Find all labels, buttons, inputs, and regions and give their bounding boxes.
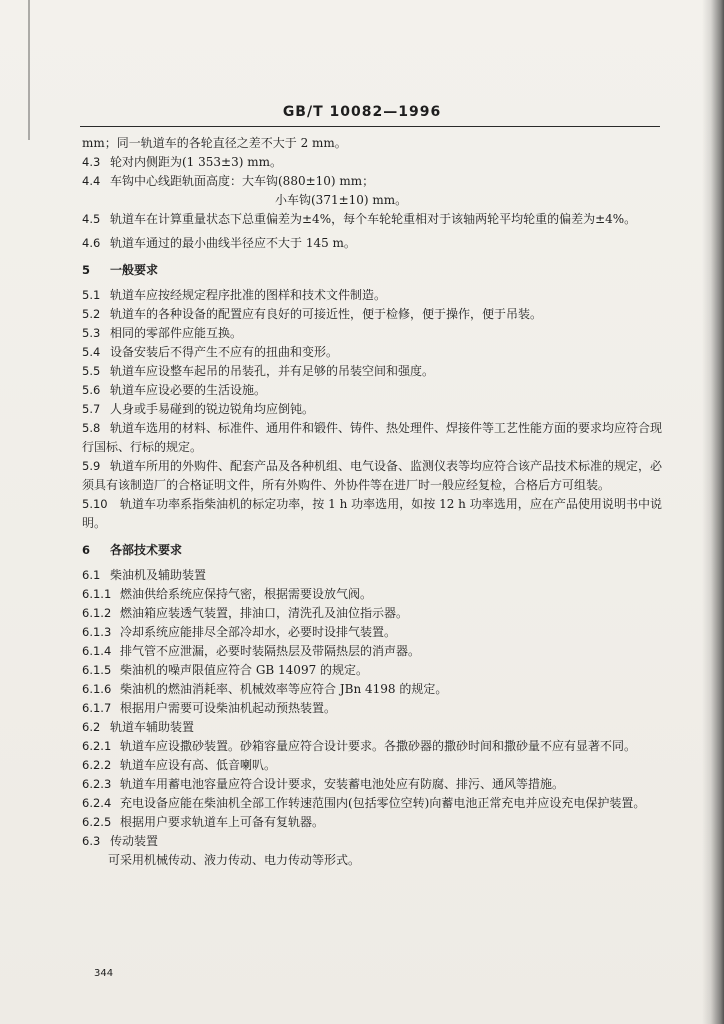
clause-4-2-continuation: mm；同一轨道车的各轮直径之差不大于 2 mm。 xyxy=(82,136,347,150)
clause-number: 5.5 xyxy=(82,364,101,378)
clause-4-4 xyxy=(82,172,662,191)
clause-6-1-4 xyxy=(82,642,662,661)
clause-number: 5.8 xyxy=(82,421,101,435)
clause-number: 5.9 xyxy=(82,459,101,473)
clause-text: 人身或手易碰到的锐边锐角均应倒钝。 xyxy=(110,402,315,416)
header-rule xyxy=(80,126,660,127)
clause-number: 6.1.1 xyxy=(82,587,112,601)
clause-text: 轨道车应设必要的生活设施。 xyxy=(110,383,267,397)
clause-5-8 xyxy=(82,419,662,457)
clause-text: 燃油箱应装透气装置，排油口，清洗孔及油位指示器。 xyxy=(120,606,409,620)
clause-number: 5.10 xyxy=(82,497,108,511)
clause-number: 4.4 xyxy=(82,174,101,188)
clause-text: 柴油机的噪声限值应符合 GB 14097 的规定。 xyxy=(120,663,369,677)
clause-text: 轨道车的各种设备的配置应有良好的可接近性，便于检修，便于操作，便于吊装。 xyxy=(110,307,543,321)
clause-5-2 xyxy=(82,305,662,324)
clause-text: 柴油机的燃油消耗率、机械效率等应符合 JBn 4198 的规定。 xyxy=(120,682,448,696)
clause-text: 轨道车应设撒砂装置。砂箱容量应符合设计要求。各撒砂器的撒砂时间和撒砂量不应有显著不同。 xyxy=(120,739,637,753)
clause-6-1-7 xyxy=(82,699,662,718)
clause-number: 6.2.5 xyxy=(82,815,112,829)
clause-number: 6.1.5 xyxy=(82,663,112,677)
clause-6-1-2 xyxy=(82,604,662,623)
clause-5-6 xyxy=(82,381,662,400)
clause-text: 相同的零部件应能互换。 xyxy=(110,326,243,340)
clause-number: 6.2.3 xyxy=(82,777,112,791)
clause-5-3 xyxy=(82,324,662,343)
clause-6-1-1 xyxy=(82,585,662,604)
clause-text: 车钩中心线距轨面高度：大车钩(880±10) mm； xyxy=(110,174,375,188)
clause-number: 5.7 xyxy=(82,402,101,416)
clause-4-3 xyxy=(82,153,662,172)
clause-text: 轨道车用蓄电池容量应符合设计要求，安装蓄电池处应有防腐、排污、通风等措施。 xyxy=(120,777,565,791)
section-number: 6 xyxy=(82,543,91,557)
clause-number: 6.3 xyxy=(82,834,101,848)
clause-text: 轨道车应设有高、低音喇叭。 xyxy=(120,758,277,772)
clause-6-2-4 xyxy=(82,794,662,813)
document-body xyxy=(82,134,662,870)
clause-text: 轨道车通过的最小曲线半径应不大于 145 m。 xyxy=(110,236,356,250)
clause-6-2-2 xyxy=(82,756,662,775)
clause-text: 轨道车应按经规定程序批准的图样和技术文件制造。 xyxy=(110,288,387,302)
clause-number: 5.6 xyxy=(82,383,101,397)
clause-4-4-small-coupler: 小车钩(371±10) mm。 xyxy=(275,193,408,207)
clause-text: 充电设备应能在柴油机全部工作转速范围内(包括零位空转)向蓄电池正常充电并应设充电保护装置。 xyxy=(120,796,646,810)
clause-text: 传动装置 xyxy=(110,834,159,848)
clause-5-4 xyxy=(82,343,662,362)
clause-number: 6.2.2 xyxy=(82,758,112,772)
clause-number: 6.1.4 xyxy=(82,644,112,658)
clause-text: 根据用户要求轨道车上可备有复轨器。 xyxy=(120,815,325,829)
clause-text: 轨道车应设整车起吊的吊装孔，并有足够的吊装空间和强度。 xyxy=(110,364,435,378)
clause-text: 轨道车选用的材料、标准件、通用件和锻件、铸件、热处理件、焊接件等工艺性能方面的要求均应符合现行国标、行标的规定。 xyxy=(82,421,663,454)
clause-number: 5.1 xyxy=(82,288,101,302)
section-heading: 一般要求 xyxy=(110,263,159,277)
clause-number: 6.1.2 xyxy=(82,606,112,620)
clause-6-2-3 xyxy=(82,775,662,794)
clause-6-1-5 xyxy=(82,661,662,680)
clause-6-1-3 xyxy=(82,623,662,642)
clause-text: 轮对内侧距为(1 353±3) mm。 xyxy=(110,155,282,169)
clause-6-1-6 xyxy=(82,680,662,699)
clause-6-3 xyxy=(82,832,662,851)
section-heading: 各部技术要求 xyxy=(110,543,183,557)
clause-6-1 xyxy=(82,566,662,585)
clause-text: 设备安装后不得产生不应有的扭曲和变形。 xyxy=(110,345,339,359)
section-5-title xyxy=(82,261,662,280)
clause-5-10 xyxy=(82,495,662,533)
clause-text: 冷却系统应能排尽全部冷却水，必要时设排气装置。 xyxy=(120,625,397,639)
clause-number: 6.1 xyxy=(82,568,101,582)
clause-number: 5.2 xyxy=(82,307,101,321)
clause-number: 4.5 xyxy=(82,212,101,226)
clause-number: 6.2.4 xyxy=(82,796,112,810)
clause-number: 4.6 xyxy=(82,236,101,250)
clause-text: 燃油供给系统应保持气密，根据需要设放气阀。 xyxy=(120,587,373,601)
clause-number: 5.4 xyxy=(82,345,101,359)
clause-number: 6.2 xyxy=(82,720,101,734)
section-number: 5 xyxy=(82,263,91,277)
clause-4-6 xyxy=(82,234,662,253)
clause-number: 6.1.7 xyxy=(82,701,112,715)
clause-text: 柴油机及辅助装置 xyxy=(110,568,207,582)
clause-5-1 xyxy=(82,286,662,305)
clause-6-2 xyxy=(82,718,662,737)
clause-5-7 xyxy=(82,400,662,419)
clause-number: 4.3 xyxy=(82,155,101,169)
clause-4-5 xyxy=(82,210,662,229)
section-6-title xyxy=(82,541,662,560)
clause-number: 6.1.3 xyxy=(82,625,112,639)
page-number: 344 xyxy=(94,968,114,979)
clause-text: 排气管不应泄漏，必要时装隔热层及带隔热层的消声器。 xyxy=(120,644,421,658)
clause-number: 5.3 xyxy=(82,326,101,340)
clause-6-3-body: 可采用机械传动、液力传动、电力传动等形式。 xyxy=(108,853,361,867)
clause-5-9 xyxy=(82,457,662,495)
clause-6-2-1 xyxy=(82,737,662,756)
scan-shadow-right xyxy=(702,0,724,1024)
clause-text: 根据用户需要可设柴油机起动预热装置。 xyxy=(120,701,337,715)
clause-text: 轨道车在计算重量状态下总重偏差为±4%，每个车轮轮重相对于该轴两轮平均轮重的偏差为±4%。 xyxy=(110,212,637,226)
clause-number: 6.1.6 xyxy=(82,682,112,696)
clause-5-5 xyxy=(82,362,662,381)
clause-6-2-5 xyxy=(82,813,662,832)
clause-text: 轨道车功率系指柴油机的标定功率，按 1 h 功率选用，如按 12 h 功率选用，应在产品使用说明书中说明。 xyxy=(82,497,662,530)
clause-text: 轨道车所用的外购件、配套产品及各种机组、电气设备、监测仪表等均应符合该产品技术标准的规定，必须具有该制造厂的合格证明文件，所有外购件、外协件等在进厂时一般应经复检，合格后方可组装。 xyxy=(82,459,663,492)
clause-text: 轨道车辅助装置 xyxy=(110,720,195,734)
clause-number: 6.2.1 xyxy=(82,739,112,753)
standard-header: GB/T 10082—1996 xyxy=(282,104,442,120)
